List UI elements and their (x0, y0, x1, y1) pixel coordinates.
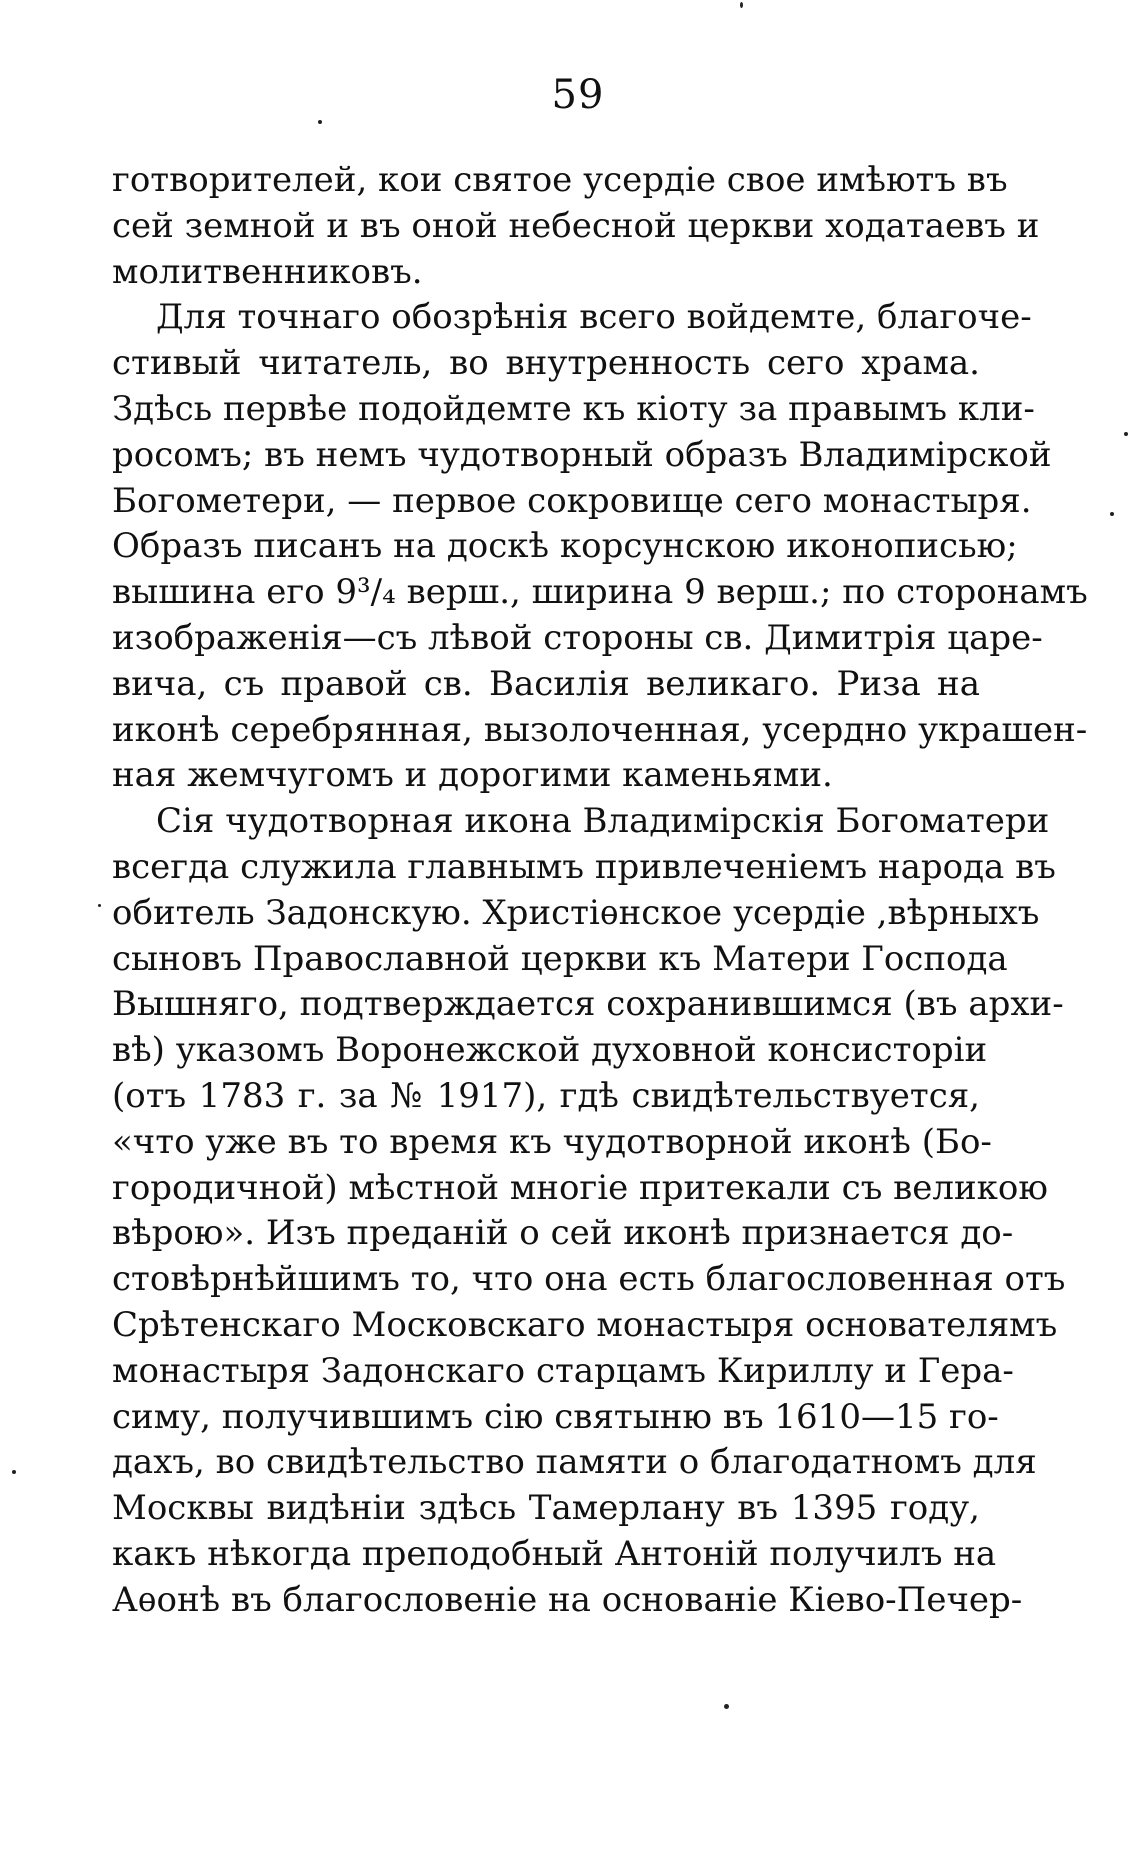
text-line: сыновъ Православной церкви къ Матери Господа (112, 938, 1008, 979)
text-line: Богометери, — первое сокровище сего монастыря. (112, 480, 1032, 521)
text-line: Вышняго, подтверждается сохранившимся (въ архи- (112, 984, 1064, 1025)
text-line: стовѣрнѣйшимъ то, что она есть благословенная отъ (112, 1259, 1066, 1300)
text-line: Аѳонѣ въ благословеніе на основаніе Кіево-Печер- (112, 1579, 1023, 1620)
text-line: вѣ) указомъ Воронежской духовной консисторіи (112, 1030, 988, 1071)
text-line: городичной) мѣстной многіе притекали съ великою (112, 1167, 1048, 1208)
scan-speck (1124, 432, 1128, 436)
text-line: иконѣ серебрянная, вызолоченная, усердно украшен- (112, 709, 1088, 750)
text-line: Москвы видѣніи здѣсь Тамерлану въ 1395 году, (112, 1488, 980, 1529)
text-line: Образъ писанъ на доскѣ корсунскою иконописью; (112, 526, 1018, 567)
text-line: монастыря Задонскаго старцамъ Кириллу и Гера- (112, 1350, 1014, 1391)
page-number: 59 (551, 72, 605, 118)
text-line: готворителей, кои святое усердіе свое имѣютъ въ (112, 160, 1008, 200)
text-line: вѣрою». Изъ преданій о сей иконѣ признается до- (112, 1213, 1014, 1254)
scan-speck (318, 120, 322, 124)
text-line: ная жемчугомъ и дорогими каменьями. (112, 755, 833, 796)
scan-speck (98, 904, 101, 907)
paragraph-start-line: Сія чудотворная икона Владимірскія Богоматери (156, 801, 1050, 842)
text-line: молитвенниковъ. (112, 251, 423, 292)
scan-speck (724, 1704, 729, 1709)
text-line: какъ нѣкогда преподобный Антоній получилъ на (112, 1533, 997, 1574)
text-line: сей земной и въ оной небесной церкви ходатаевъ и (112, 205, 1040, 246)
text-line: всегда служила главнымъ привлеченіемъ народа въ (112, 846, 1056, 887)
text-line: вышина его 9³/₄ верш., ширина 9 верш.; по сторонамъ (112, 572, 1088, 613)
text-line: Срѣтенскаго Московскаго монастыря основателямъ (112, 1304, 1058, 1345)
text-line: «что уже въ то время къ чудотворной иконѣ (Бо- (112, 1121, 992, 1162)
text-line: обитель Задонскую. Христіѳнское усердіе ,вѣрныхъ (112, 892, 1040, 933)
paragraph-start-line: Для точнаго обозрѣнія всего войдемте, благоче- (156, 297, 1032, 338)
scan-speck (12, 1470, 16, 1474)
text-line: дахъ, во свидѣтельство памяти о благодатномъ для (112, 1442, 1037, 1483)
scan-speck (1110, 512, 1114, 516)
scan-speck (740, 2, 743, 8)
text-line: Здѣсь первѣе подойдемте къ кіоту за правымъ кли- (112, 388, 1035, 429)
text-line: симу, получившимъ сію святыню въ 1610—15 го- (112, 1396, 999, 1437)
text-line: стивый читатель, во внутренность сего храма. (112, 343, 980, 384)
text-line: (отъ 1783 г. за № 1917), гдѣ свидѣтельствуется, (112, 1075, 980, 1116)
text-line: вича, съ правой св. Василія великаго. Риза на (112, 663, 980, 704)
body-text (112, 158, 1088, 1624)
text-line: изображенія—съ лѣвой стороны св. Димитрія царе- (112, 617, 1043, 658)
text-line: росомъ; въ немъ чудотворный образъ Владимірской (112, 434, 1052, 475)
